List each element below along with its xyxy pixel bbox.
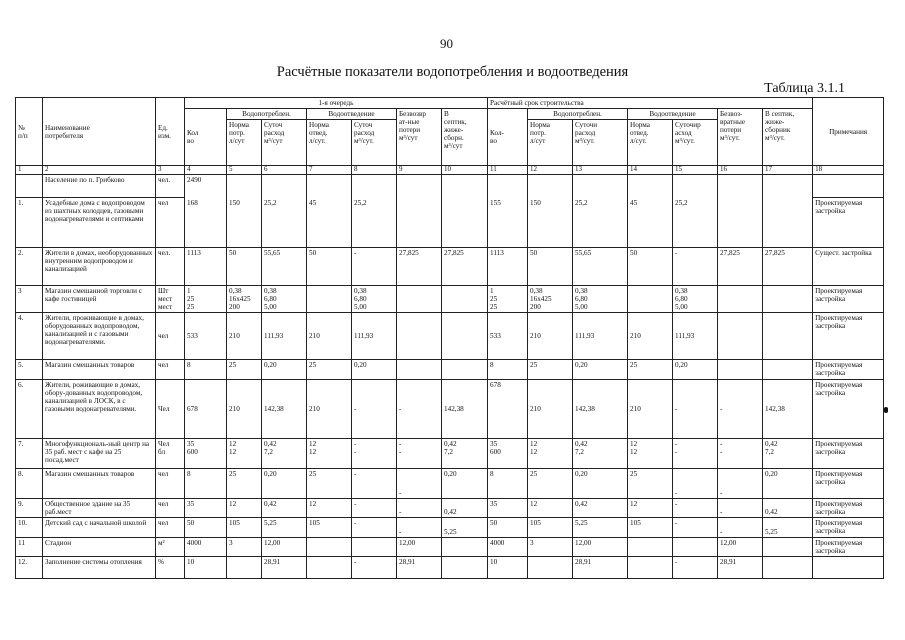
daily-disposal-estimated — [673, 538, 718, 557]
norm-disposal: 50 — [307, 247, 352, 285]
column-number: 7 — [307, 166, 352, 175]
daily-supply: 5,25 — [262, 518, 307, 538]
count-estimated: 35 — [488, 499, 528, 518]
daily-supply-estimated: 142,38 — [573, 380, 628, 439]
column-number: 8 — [352, 166, 397, 175]
table-row — [16, 360, 884, 380]
irrecoverable-losses-estimated — [718, 174, 763, 197]
consumer-name: Стадион — [43, 538, 156, 557]
consumer-name: Магазин смешанных товаров — [43, 469, 156, 499]
count: 533 — [185, 313, 227, 360]
row-number: 5. — [16, 360, 43, 380]
header-daily-disposal-2: Суточир асход м³/сут. — [673, 120, 718, 166]
count: 35 600 — [185, 439, 227, 469]
unit: чел — [156, 360, 185, 380]
note: Проектируемая застройка — [813, 499, 884, 518]
daily-disposal — [352, 538, 397, 557]
header-num: № п/п — [16, 98, 43, 166]
norm-supply: 0,38 16х425 200 — [227, 285, 262, 312]
header-septic: В септик, жиже- сборн. м³/сут — [442, 109, 488, 166]
norm-disposal-estimated: 25 — [628, 360, 673, 380]
daily-disposal: - — [352, 518, 397, 538]
count-estimated: 1 25 25 — [488, 285, 528, 312]
table-row — [16, 197, 884, 247]
norm-supply-estimated: 25 — [528, 469, 573, 499]
count: 1113 — [185, 247, 227, 285]
unit: Чел — [156, 380, 185, 439]
header-norm-disposal-2: Норма отвед. л/сут. — [628, 120, 673, 166]
septic-volume-estimated — [763, 197, 813, 247]
irrecoverable-losses: - - — [397, 439, 442, 469]
norm-disposal: 12 — [307, 499, 352, 518]
table-body — [16, 174, 884, 578]
norm-disposal-estimated — [628, 557, 673, 579]
consumer-name: Магазин смешанных товаров — [43, 360, 156, 380]
norm-supply-estimated: 210 — [528, 380, 573, 439]
septic-volume: 0,42 — [442, 499, 488, 518]
irrecoverable-losses-estimated: 28,91 — [718, 557, 763, 579]
irrecoverable-losses-estimated — [718, 285, 763, 312]
daily-disposal-estimated: 0,38 6,80 5,00 — [673, 285, 718, 312]
septic-volume-estimated: 5,25 — [763, 518, 813, 538]
daily-supply-estimated: 0,20 — [573, 469, 628, 499]
septic-volume: 27,825 — [442, 247, 488, 285]
count-estimated: 8 — [488, 360, 528, 380]
septic-volume-estimated — [763, 285, 813, 312]
table-row — [16, 469, 884, 499]
septic-volume-estimated: 0,20 — [763, 469, 813, 499]
daily-supply-estimated: 5,25 — [573, 518, 628, 538]
daily-supply-estimated — [573, 174, 628, 197]
norm-disposal-estimated: 210 — [628, 380, 673, 439]
irrecoverable-losses: - — [397, 518, 442, 538]
irrecoverable-losses-estimated: 12,00 — [718, 538, 763, 557]
septic-volume — [442, 197, 488, 247]
count: 168 — [185, 197, 227, 247]
daily-supply: 12,00 — [262, 538, 307, 557]
daily-disposal-estimated: - — [673, 557, 718, 579]
norm-supply-estimated: 12 — [528, 499, 573, 518]
irrecoverable-losses-estimated: - — [718, 499, 763, 518]
irrecoverable-losses-estimated — [718, 313, 763, 360]
irrecoverable-losses: - — [397, 380, 442, 439]
count-estimated: 4000 — [488, 538, 528, 557]
header-water-supply: Водопотреблен. — [227, 109, 307, 120]
norm-disposal-estimated: 12 12 — [628, 439, 673, 469]
header-count-2: Кол- во — [488, 109, 528, 166]
norm-supply: 12 — [227, 499, 262, 518]
consumer-name: Заполнение системы отопления — [43, 557, 156, 579]
norm-supply: 3 — [227, 538, 262, 557]
column-number: 5 — [227, 166, 262, 175]
note: Проектируемая застройка — [813, 197, 884, 247]
header-daily-supply: Суточ расход м³/сут — [262, 120, 307, 166]
irrecoverable-losses: 12,00 — [397, 538, 442, 557]
daily-disposal-estimated: - — [673, 518, 718, 538]
consumer-name: Жители, проживающие в домах, оборудованных водопроводом, канализацией и с газовыми водонагревателями. — [43, 313, 156, 360]
row-number: 2. — [16, 247, 43, 285]
consumer-name: Население по п. Грибково — [43, 174, 156, 197]
count-estimated: 533 — [488, 313, 528, 360]
daily-supply-estimated: 28,91 — [573, 557, 628, 579]
irrecoverable-losses — [397, 174, 442, 197]
header-septic-2: В септик, жиже- сборник м³/сут. — [763, 109, 813, 166]
irrecoverable-losses: - — [397, 499, 442, 518]
norm-disposal-estimated — [628, 174, 673, 197]
septic-volume — [442, 538, 488, 557]
irrecoverable-losses — [397, 313, 442, 360]
irrecoverable-losses — [397, 285, 442, 312]
norm-disposal — [307, 557, 352, 579]
column-number: 18 — [813, 166, 884, 175]
header-daily-supply-2: Суточи расход м³/сут. — [573, 120, 628, 166]
daily-disposal: 0,38 6,80 5,00 — [352, 285, 397, 312]
unit: чел — [156, 469, 185, 499]
septic-volume-estimated: 142,38 — [763, 380, 813, 439]
daily-supply: 25,2 — [262, 197, 307, 247]
count-estimated: 678 — [488, 380, 528, 439]
consumer-name: Жители в домах, необорудованных внутренним водопроводом и канализацией — [43, 247, 156, 285]
note: Проектируемая застройка — [813, 469, 884, 499]
note — [813, 557, 884, 579]
header-unit: Ед. изм. — [156, 98, 185, 166]
daily-supply-estimated: 0,38 6,80 5,00 — [573, 285, 628, 312]
note — [813, 174, 884, 197]
row-number: 9. — [16, 499, 43, 518]
consumer-name: Магазин смешанной торговли с кафе гостиницей — [43, 285, 156, 312]
note: Проектируемая застройка — [813, 313, 884, 360]
norm-disposal: 12 12 — [307, 439, 352, 469]
row-number: 6. — [16, 380, 43, 439]
norm-supply: 105 — [227, 518, 262, 538]
norm-disposal: 25 — [307, 469, 352, 499]
daily-supply-estimated: 111,93 — [573, 313, 628, 360]
daily-disposal-estimated: 0,20 — [673, 360, 718, 380]
septic-volume-estimated — [763, 174, 813, 197]
daily-supply: 0,42 7,2 — [262, 439, 307, 469]
header-notes: Примечания — [813, 98, 884, 166]
norm-supply-estimated — [528, 174, 573, 197]
header-estimated: Расчётный срок строительства — [488, 98, 813, 109]
daily-supply-estimated: 25,2 — [573, 197, 628, 247]
norm-supply-estimated: 50 — [528, 247, 573, 285]
count-estimated: 10 — [488, 557, 528, 579]
irrecoverable-losses: - — [397, 469, 442, 499]
header-norm-supply-2: Норма потр. л/сут — [528, 120, 573, 166]
column-number: 12 — [528, 166, 573, 175]
column-number: 11 — [488, 166, 528, 175]
daily-disposal-estimated: - - — [673, 439, 718, 469]
daily-disposal-estimated: - — [673, 469, 718, 499]
row-number: 1. — [16, 197, 43, 247]
daily-supply-estimated: 0,42 — [573, 499, 628, 518]
unit: чел — [156, 499, 185, 518]
norm-disposal-estimated: 50 — [628, 247, 673, 285]
norm-disposal: 25 — [307, 360, 352, 380]
norm-supply-estimated: 210 — [528, 313, 573, 360]
count: 35 — [185, 499, 227, 518]
daily-supply-estimated: 0,42 7,2 — [573, 439, 628, 469]
norm-disposal — [307, 285, 352, 312]
page-number: 90 — [440, 36, 453, 51]
norm-disposal-estimated — [628, 538, 673, 557]
unit: чел — [156, 313, 185, 360]
daily-disposal: - - — [352, 439, 397, 469]
row-number — [16, 174, 43, 197]
column-number: 6 — [262, 166, 307, 175]
norm-supply: 25 — [227, 360, 262, 380]
septic-volume — [442, 285, 488, 312]
count: 8 — [185, 469, 227, 499]
norm-disposal-estimated: 45 — [628, 197, 673, 247]
count-estimated: 35 600 — [488, 439, 528, 469]
daily-disposal: 111,93 — [352, 313, 397, 360]
header-water-supply-2: Водопотреблен. — [528, 109, 628, 120]
column-number: 4 — [185, 166, 227, 175]
septic-volume — [442, 313, 488, 360]
consumer-name: Общественное здание на 35 раб.мест — [43, 499, 156, 518]
septic-volume: 0,42 7,2 — [442, 439, 488, 469]
table-header — [16, 98, 884, 175]
septic-volume — [442, 174, 488, 197]
norm-supply-estimated: 150 — [528, 197, 573, 247]
daily-disposal-estimated: - — [673, 499, 718, 518]
norm-supply-estimated: 0,38 16х425 200 — [528, 285, 573, 312]
margin-mark — [884, 407, 888, 413]
column-number: 1 — [16, 166, 43, 175]
septic-volume: 142,38 — [442, 380, 488, 439]
norm-disposal: 210 — [307, 380, 352, 439]
daily-supply-estimated: 0,20 — [573, 360, 628, 380]
count: 10 — [185, 557, 227, 579]
column-number: 9 — [397, 166, 442, 175]
norm-disposal: 45 — [307, 197, 352, 247]
daily-supply: 0,20 — [262, 469, 307, 499]
header-norm-supply: Норма потр. л/сут — [227, 120, 262, 166]
daily-supply — [262, 174, 307, 197]
row-number: 12. — [16, 557, 43, 579]
daily-supply: 28,91 — [262, 557, 307, 579]
table-row — [16, 313, 884, 360]
header-name: Наименование потребителя — [43, 98, 156, 166]
norm-supply — [227, 557, 262, 579]
norm-disposal-estimated: 105 — [628, 518, 673, 538]
norm-disposal: 210 — [307, 313, 352, 360]
table-row — [16, 174, 884, 197]
daily-disposal-estimated: 25,2 — [673, 197, 718, 247]
irrecoverable-losses-estimated: - — [718, 380, 763, 439]
septic-volume-estimated: 0,42 — [763, 499, 813, 518]
count: 50 — [185, 518, 227, 538]
water-table — [15, 97, 884, 579]
count-estimated — [488, 174, 528, 197]
irrecoverable-losses — [397, 360, 442, 380]
table-row — [16, 247, 884, 285]
header-daily-disposal: Суточ расход м³/сут. — [352, 120, 397, 166]
daily-disposal-estimated: 111,93 — [673, 313, 718, 360]
septic-volume: 0,20 — [442, 469, 488, 499]
table-row — [16, 518, 884, 538]
header-phase1: 1-я очередь — [185, 98, 488, 109]
septic-volume — [442, 557, 488, 579]
daily-disposal: 0,20 — [352, 360, 397, 380]
septic-volume-estimated — [763, 557, 813, 579]
unit: чел. — [156, 174, 185, 197]
consumer-name: Жители, роживающие в домах, обору-дованных водопроводом, канализацией в ЛОСК, в с газовыми водонагревателями. — [43, 380, 156, 439]
count: 4000 — [185, 538, 227, 557]
table-row — [16, 439, 884, 469]
column-number: 16 — [718, 166, 763, 175]
header-norm-disposal: Норма отвед. л/сут. — [307, 120, 352, 166]
daily-disposal: 25,2 — [352, 197, 397, 247]
norm-supply: 150 — [227, 197, 262, 247]
table-row — [16, 499, 884, 518]
norm-supply-estimated: 3 — [528, 538, 573, 557]
daily-supply: 55,65 — [262, 247, 307, 285]
count: 678 — [185, 380, 227, 439]
septic-volume-estimated: 0,42 7,2 — [763, 439, 813, 469]
norm-supply-estimated: 12 12 — [528, 439, 573, 469]
norm-supply-estimated — [528, 557, 573, 579]
table-row — [16, 285, 884, 312]
daily-supply: 142,38 — [262, 380, 307, 439]
column-number: 15 — [673, 166, 718, 175]
count-estimated: 8 — [488, 469, 528, 499]
norm-supply: 210 — [227, 380, 262, 439]
table-row — [16, 380, 884, 439]
septic-volume-estimated — [763, 360, 813, 380]
unit: чел — [156, 197, 185, 247]
irrecoverable-losses-estimated: 27,825 — [718, 247, 763, 285]
unit: Чел бл — [156, 439, 185, 469]
irrecoverable-losses: 28,91 — [397, 557, 442, 579]
daily-disposal: - — [352, 469, 397, 499]
septic-volume — [442, 360, 488, 380]
norm-supply: 210 — [227, 313, 262, 360]
irrecoverable-losses-estimated: - — [718, 469, 763, 499]
daily-disposal-estimated — [673, 174, 718, 197]
norm-supply: 50 — [227, 247, 262, 285]
daily-supply-estimated: 12,00 — [573, 538, 628, 557]
daily-supply-estimated: 55,65 — [573, 247, 628, 285]
norm-disposal-estimated: 12 — [628, 499, 673, 518]
irrecoverable-losses-estimated — [718, 360, 763, 380]
norm-disposal: 105 — [307, 518, 352, 538]
note: Проектируемая застройка — [813, 285, 884, 312]
norm-supply-estimated: 105 — [528, 518, 573, 538]
norm-supply: 12 12 — [227, 439, 262, 469]
daily-disposal: - — [352, 499, 397, 518]
norm-disposal-estimated: 25 — [628, 469, 673, 499]
irrecoverable-losses-estimated: - - — [718, 439, 763, 469]
irrecoverable-losses-estimated: - — [718, 518, 763, 538]
row-number: 10. — [16, 518, 43, 538]
septic-volume-estimated: 27,825 — [763, 247, 813, 285]
irrecoverable-losses — [397, 197, 442, 247]
count-estimated: 155 — [488, 197, 528, 247]
norm-supply-estimated: 25 — [528, 360, 573, 380]
unit: м² — [156, 538, 185, 557]
daily-disposal: - — [352, 247, 397, 285]
count: 1 25 25 — [185, 285, 227, 312]
septic-volume: 5,25 — [442, 518, 488, 538]
header-irrecoverable-2: Безвоз- вратные потери м³/сут. — [718, 109, 763, 166]
header-water-disposal-2: Водоотведение — [628, 109, 718, 120]
norm-disposal — [307, 174, 352, 197]
unit: % — [156, 557, 185, 579]
column-number: 17 — [763, 166, 813, 175]
header-water-disposal: Водоотведение — [307, 109, 397, 120]
septic-volume-estimated — [763, 538, 813, 557]
irrecoverable-losses: 27,825 — [397, 247, 442, 285]
column-number: 3 — [156, 166, 185, 175]
unit: чел — [156, 518, 185, 538]
column-number: 14 — [628, 166, 673, 175]
daily-disposal — [352, 174, 397, 197]
norm-disposal — [307, 538, 352, 557]
note: Проектируемая застройка — [813, 518, 884, 538]
daily-supply: 0,20 — [262, 360, 307, 380]
note: Проектируемая застройка — [813, 380, 884, 439]
row-number: 8. — [16, 469, 43, 499]
row-number: 3 — [16, 285, 43, 312]
unit: Шт мест мест — [156, 285, 185, 312]
daily-disposal: - — [352, 380, 397, 439]
row-number: 4. — [16, 313, 43, 360]
daily-disposal-estimated: - — [673, 247, 718, 285]
daily-supply: 0,38 6,80 5,00 — [262, 285, 307, 312]
irrecoverable-losses-estimated — [718, 197, 763, 247]
count-estimated: 1113 — [488, 247, 528, 285]
norm-disposal-estimated: 210 — [628, 313, 673, 360]
column-number: 10 — [442, 166, 488, 175]
column-number: 13 — [573, 166, 628, 175]
daily-disposal-estimated: - — [673, 380, 718, 439]
consumer-name: Детский сад с начальной школой — [43, 518, 156, 538]
header-count: Кол во — [185, 109, 227, 166]
consumer-name: Многофункциональ-ный центр на 35 раб. мест с кафе на 25 посад.мест — [43, 439, 156, 469]
daily-disposal: - — [352, 557, 397, 579]
daily-supply: 0,42 — [262, 499, 307, 518]
note: Сущест. застройка — [813, 247, 884, 285]
unit: чел. — [156, 247, 185, 285]
row-number: 11 — [16, 538, 43, 557]
table-row — [16, 557, 884, 579]
column-number-row — [16, 166, 884, 175]
norm-disposal-estimated — [628, 285, 673, 312]
note: Проектируемая застройка — [813, 360, 884, 380]
page-title: Расчётные показатели водопотребления и водоотведения — [276, 64, 629, 80]
count: 8 — [185, 360, 227, 380]
row-number: 7. — [16, 439, 43, 469]
norm-supply: 25 — [227, 469, 262, 499]
daily-supply: 111,93 — [262, 313, 307, 360]
note: Проектируемая застройка — [813, 439, 884, 469]
count-estimated: 50 — [488, 518, 528, 538]
header-irrecoverable: Безвозвр ат-ные потери м³/сут — [397, 109, 442, 166]
column-number: 2 — [43, 166, 156, 175]
count: 2490 — [185, 174, 227, 197]
consumer-name: Усадебные дома с водопроводом из шахтных колодцев, газовыми водонагревателями и септиками — [43, 197, 156, 247]
septic-volume-estimated — [763, 313, 813, 360]
table-row — [16, 538, 884, 557]
norm-supply — [227, 174, 262, 197]
note: Проектируемая застройка — [813, 538, 884, 557]
table-number: Таблица 3.1.1 — [764, 81, 845, 96]
